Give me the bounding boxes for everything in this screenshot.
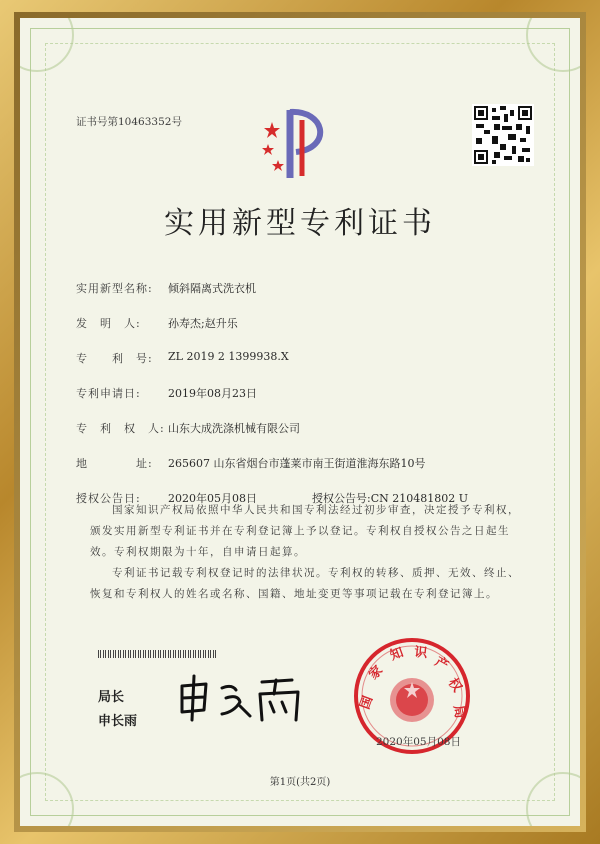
seal-date: 2020年05月08日: [376, 736, 461, 748]
body-paragraph-2: 专利证书记载专利权登记时的法律状况。专利权的转移、质押、无效、终止、恢复和专利权人的姓名或名称、国籍、地址变更等事项记载在专利登记簿上。: [90, 567, 520, 600]
handwritten-signature: [170, 668, 330, 728]
field-label-patentee: 专 利 权 人:: [76, 422, 165, 435]
barcode: [98, 650, 216, 658]
field-value-grant-date: 2020年05月08日: [168, 492, 257, 505]
field-value-address: 265607 山东省烟台市蓬莱市南王街道淮海东路10号: [168, 457, 426, 470]
svg-text:国: 国: [357, 694, 377, 712]
signer-name: 申长雨: [98, 714, 138, 729]
field-value-name: 倾斜隔离式洗衣机: [168, 282, 256, 295]
certificate-number: 证书号第10463352号: [76, 116, 182, 128]
certificate-title: 实用新型专利证书: [164, 206, 436, 241]
field-value-patent-number: ZL 2019 2 1399938.X: [168, 350, 289, 363]
field-label-patent-number: 专 利 号:: [76, 352, 153, 365]
page-indicator: 第1页(共2页): [269, 777, 331, 788]
field-label-application-date: 专利申请日:: [76, 387, 141, 400]
svg-text:产: 产: [432, 654, 451, 674]
svg-text:知: 知: [388, 645, 406, 664]
svg-text:家: 家: [366, 663, 387, 683]
field-value-patentee: 山东大成洗涤机械有限公司: [168, 422, 300, 435]
svg-text:识: 识: [413, 645, 428, 662]
qr-code-icon: [472, 104, 534, 166]
field-label-name: 实用新型名称:: [76, 282, 153, 295]
field-value-inventor: 孙寿杰;赵升乐: [168, 317, 238, 330]
field-value-application-date: 2019年08月23日: [168, 387, 257, 400]
authorization-number: 授权公告号:CN 210481802 U: [312, 492, 468, 505]
certificate-paper: [20, 18, 580, 826]
cnipa-logo-icon: [256, 100, 346, 190]
field-label-address: 地 址:: [76, 457, 153, 470]
field-label-inventor: 发 明 人:: [76, 317, 141, 330]
svg-text:权: 权: [444, 675, 465, 695]
svg-text:局: 局: [450, 704, 468, 720]
signer-title: 局长: [98, 690, 125, 705]
body-paragraph-1: 国家知识产权局依照中华人民共和国专利法经过初步审查，决定授予专利权，颁发实用新型专利证书并在专利登记簿上予以登记。专利权自授权公告之日起生效。专利权期限为十年，自申请日起算。: [90, 504, 520, 558]
field-label-grant-date: 授权公告日:: [76, 492, 141, 505]
